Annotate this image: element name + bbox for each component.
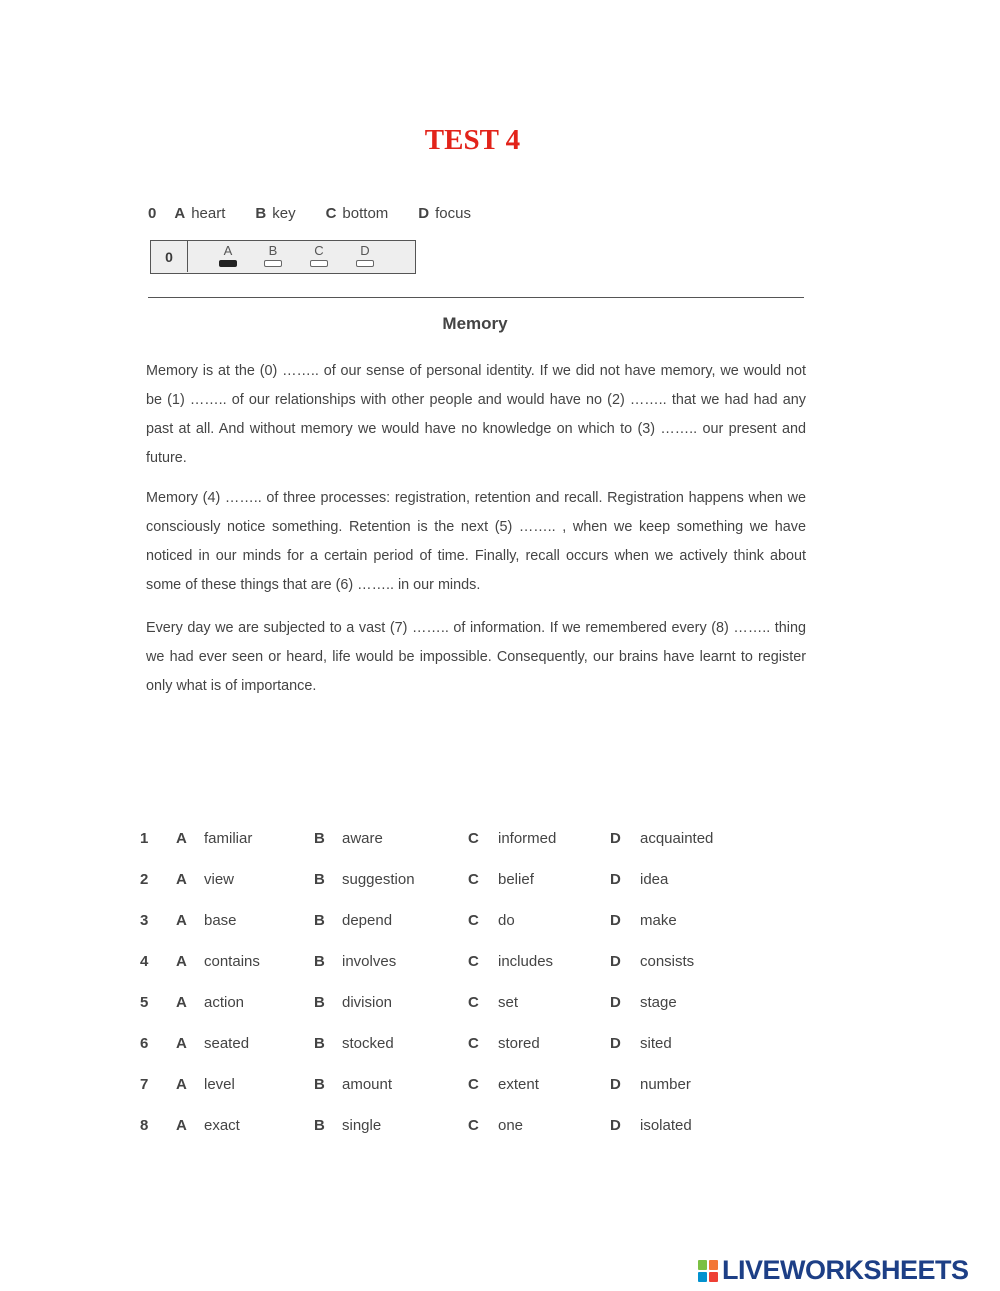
option-d: number xyxy=(640,1076,691,1093)
option-a: action xyxy=(204,994,245,1011)
option-c: one xyxy=(498,1117,524,1134)
question-row xyxy=(138,826,758,867)
option-letter-a: A xyxy=(176,953,187,970)
option-a: contains xyxy=(204,953,260,970)
option-b: depend xyxy=(342,912,393,929)
option-letter-c: C xyxy=(468,994,479,1011)
passage-paragraph-3: Every day we are subjected to a vast (7) …….. of information. If we remembered every (8) …….. thing we had ever seen or heard, life would be impossible. Consequently, our brains have learnt to register only what is of importance. xyxy=(146,620,806,694)
example-option-a: A heart xyxy=(174,205,226,222)
option-letter-b: B xyxy=(314,1117,325,1134)
option-letter-c: C xyxy=(468,1076,479,1093)
question-row xyxy=(138,990,758,1031)
option-letter-b: B xyxy=(314,994,325,1011)
option-letter-d: D xyxy=(610,953,621,970)
option-d: stage xyxy=(640,994,677,1011)
option-letter-a: A xyxy=(176,1035,187,1052)
option-c: informed xyxy=(498,830,557,847)
example-option-b: B key xyxy=(255,205,296,222)
option-c: do xyxy=(498,912,515,929)
question-list xyxy=(138,826,758,1154)
question-row xyxy=(138,908,758,949)
logo-tile-1 xyxy=(698,1260,707,1270)
option-b: stocked xyxy=(342,1035,394,1052)
passage-title: Memory xyxy=(442,314,508,333)
option-a: view xyxy=(204,871,235,888)
example-number: 0 xyxy=(148,205,157,222)
option-letter-a: A xyxy=(176,994,187,1011)
answer-bubble-c: C xyxy=(309,243,329,267)
option-letter-d: D xyxy=(610,830,621,847)
option-letter-b: B xyxy=(314,830,325,847)
question-row xyxy=(138,949,758,990)
question-row xyxy=(138,1031,758,1072)
option-c: belief xyxy=(498,871,534,888)
question-row xyxy=(138,1072,758,1113)
option-d: acquainted xyxy=(640,830,714,847)
answer-bubble-d: D xyxy=(355,243,375,267)
example-question xyxy=(148,205,501,222)
option-letter-c: C xyxy=(468,912,479,929)
option-c: extent xyxy=(498,1076,539,1093)
example-option-c: C bottom xyxy=(325,205,389,222)
option-b: amount xyxy=(342,1076,393,1093)
answer-bubble-b: B xyxy=(263,243,283,267)
option-letter-d: D xyxy=(610,1117,621,1134)
page-title: TEST 4 xyxy=(424,124,521,156)
option-letter-c: C xyxy=(468,1035,479,1052)
question-number: 5 xyxy=(140,994,149,1011)
option-b: division xyxy=(342,994,393,1011)
option-b: aware xyxy=(342,830,383,847)
option-b: involves xyxy=(342,953,397,970)
question-number: 4 xyxy=(140,953,149,970)
answer-box-number: 0 xyxy=(151,241,188,272)
option-letter-c: C xyxy=(468,953,479,970)
example-option-d: D focus xyxy=(418,205,471,222)
option-b: single xyxy=(342,1117,382,1134)
option-letter-b: B xyxy=(314,871,325,888)
option-letter-d: D xyxy=(610,1035,621,1052)
option-a: level xyxy=(204,1076,235,1093)
option-letter-a: A xyxy=(176,1076,187,1093)
option-letter-d: D xyxy=(610,994,621,1011)
passage-paragraph-1: Memory is at the (0) …….. of our sense of personal identity. If we did not have memory, we would not be (1) …….. of our relationships with other people and would have no (2) …….. that we had had any past at all. And without memory we would have no knowledge on which to (3) …….. our present and future. xyxy=(146,363,806,466)
option-letter-b: B xyxy=(314,1035,325,1052)
answer-bubble-a: A xyxy=(218,243,238,267)
question-row xyxy=(138,867,758,908)
option-c: set xyxy=(498,994,519,1011)
option-d: sited xyxy=(640,1035,672,1052)
option-letter-a: A xyxy=(176,912,187,929)
question-number: 2 xyxy=(140,871,149,888)
logo-tile-4 xyxy=(709,1272,718,1282)
option-letter-c: C xyxy=(468,1117,479,1134)
option-c: includes xyxy=(498,953,554,970)
option-a: familiar xyxy=(204,830,253,847)
option-a: seated xyxy=(204,1035,250,1052)
option-a: exact xyxy=(204,1117,240,1134)
option-letter-d: D xyxy=(610,912,621,929)
divider xyxy=(148,297,804,298)
option-d: consists xyxy=(640,953,695,970)
option-letter-c: C xyxy=(468,871,479,888)
liveworksheets-icon xyxy=(698,1260,718,1282)
option-letter-b: B xyxy=(314,912,325,929)
option-letter-d: D xyxy=(610,1076,621,1093)
logo-tile-2 xyxy=(709,1260,718,1270)
question-number: 6 xyxy=(140,1035,149,1052)
option-b: suggestion xyxy=(342,871,415,888)
option-letter-a: A xyxy=(176,871,187,888)
question-number: 7 xyxy=(140,1076,149,1093)
question-number: 3 xyxy=(140,912,149,929)
option-letter-a: A xyxy=(176,830,187,847)
option-d: make xyxy=(640,912,677,929)
liveworksheets-logo xyxy=(698,1255,969,1286)
option-letter-b: B xyxy=(314,1076,325,1093)
option-d: isolated xyxy=(640,1117,692,1134)
brand-name: LIVEWORKSHEETS xyxy=(722,1255,969,1285)
question-number: 1 xyxy=(140,830,149,847)
logo-tile-3 xyxy=(698,1272,707,1282)
option-letter-c: C xyxy=(468,830,479,847)
question-number: 8 xyxy=(140,1117,149,1134)
option-letter-a: A xyxy=(176,1117,187,1134)
example-answer-box xyxy=(150,240,416,274)
question-row xyxy=(138,1113,758,1154)
option-c: stored xyxy=(498,1035,540,1052)
option-letter-d: D xyxy=(610,871,621,888)
option-a: base xyxy=(204,912,237,929)
option-letter-b: B xyxy=(314,953,325,970)
option-d: idea xyxy=(640,871,669,888)
passage-paragraph-2: Memory (4) …….. of three processes: registration, retention and recall. Registration happens when we consciously notice something. Retention is the next (5) …….. , when we keep something we have noticed in our minds for a certain period of time. Finally, recall occurs when we actively think about some of these things that are (6) …….. in our minds. xyxy=(146,490,806,593)
